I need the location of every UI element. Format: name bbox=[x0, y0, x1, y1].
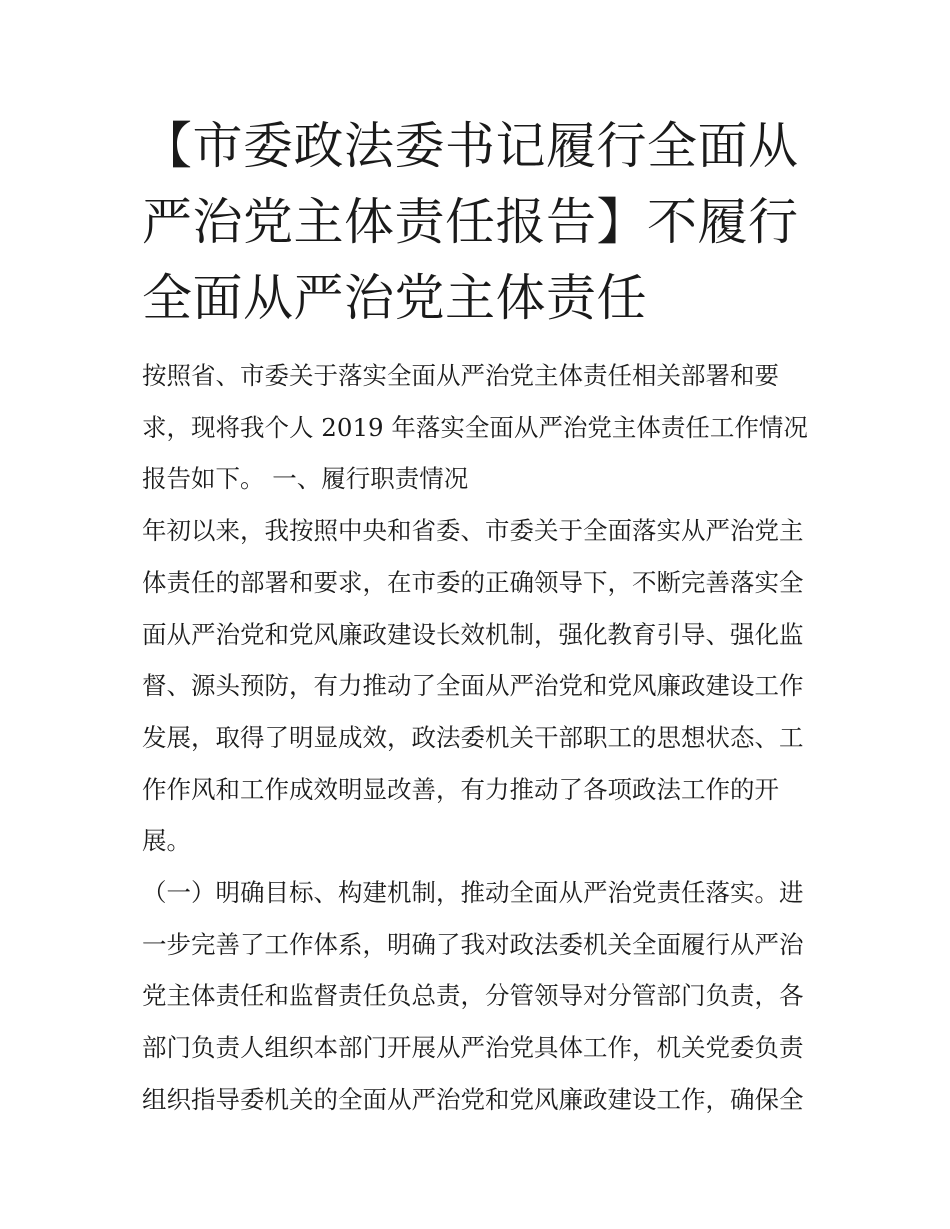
body-line: 年初以来，我按照中央和省委、市委关于全面落实从严治党主 bbox=[142, 516, 804, 546]
body-line: 求，现将我个人 2019 年落实全面从严治党主体责任工作情况 bbox=[142, 412, 808, 442]
body-line: 展。 bbox=[142, 826, 191, 856]
body-line: 体责任的部署和要求，在市委的正确领导下，不断完善落实全 bbox=[142, 567, 804, 597]
body-line: 发展，取得了明显成效，政法委机关干部职工的思想状态、工 bbox=[142, 722, 804, 752]
title-line: 【市委政法委书记履行全面从 bbox=[142, 117, 799, 175]
body-line: 组织指导委机关的全面从严治党和党风廉政建设工作，确保全 bbox=[142, 1084, 804, 1114]
title-line: 全面从严治党主体责任 bbox=[142, 269, 647, 327]
body-line: （一）明确目标、构建机制，推动全面从严治党责任落实。进 bbox=[142, 878, 804, 908]
body-line: 按照省、市委关于落实全面从严治党主体责任相关部署和要 bbox=[142, 361, 779, 390]
title-line: 严治党主体责任报告】不履行 bbox=[142, 193, 799, 251]
body-line: 面从严治党和党风廉政建设长效机制，强化教育引导、强化监 bbox=[142, 619, 804, 649]
body-line: 督、源头预防，有力推动了全面从严治党和党风廉政建设工作 bbox=[142, 671, 804, 701]
document-page bbox=[142, 108, 812, 1126]
body-line: 部门负责人组织本部门开展从严治党具体工作，机关党委负责 bbox=[142, 1033, 804, 1063]
body-line: 报告如下。 一、履行职责情况 bbox=[142, 464, 469, 494]
body-line: 作作风和工作成效明显改善，有力推动了各项政法工作的开 bbox=[142, 774, 779, 804]
body-line: 一步完善了工作体系，明确了我对政法委机关全面履行从严治 bbox=[142, 929, 804, 959]
body-line: 党主体责任和监督责任负总责，分管领导对分管部门负责，各 bbox=[142, 981, 804, 1011]
document-title bbox=[142, 108, 812, 336]
document-body bbox=[142, 350, 812, 1126]
